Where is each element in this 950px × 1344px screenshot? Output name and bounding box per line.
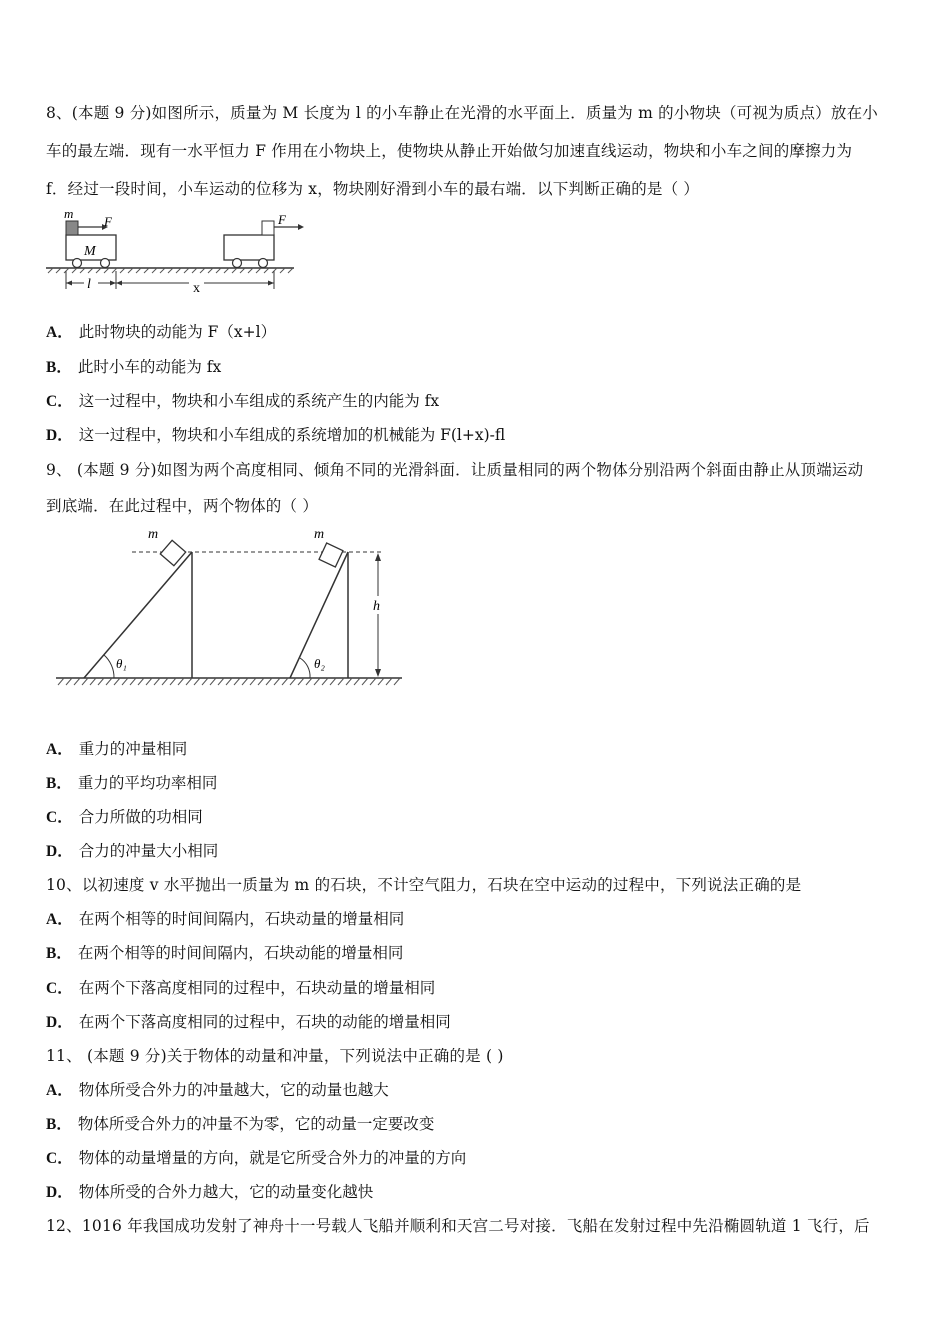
q9-option-b: B． 重力的平均功率相同: [46, 774, 218, 792]
label-m: m: [64, 206, 74, 221]
q8-stem-line-3: f．经过一段时间，小车运动的位移为 x，物块刚好滑到小车的最右端．以下判断正确的是（ ）: [46, 180, 700, 198]
q10-option-b: B． 在两个相等的时间间隔内，石块动能的增量相同: [46, 944, 404, 962]
q8-option-c: C． 这一过程中，物块和小车组成的系统产生的内能为 fx: [46, 392, 440, 410]
q9-option-d: D． 合力的冲量大小相同: [46, 842, 219, 860]
label-l: l: [87, 277, 91, 292]
q9-stem-line-1: 9、 (本题 9 分)如图为两个高度相同、倾角不同的光滑斜面．让质量相同的两个物体分别沿两个斜面由静止从顶端运动: [46, 461, 864, 479]
q9-stem-line-2: 到底端．在此过程中，两个物体的（ ）: [46, 497, 319, 515]
q8-cart-figure: [44, 205, 304, 297]
q10-option-d: D． 在两个下落高度相同的过程中，石块的动能的增量相同: [46, 1013, 451, 1031]
q12-stem: 12、1016 年我国成功发射了神舟十一号载人飞船并顺利和天宫二号对接．飞船在发射过程中先沿椭圆轨道 1 飞行，后: [46, 1217, 870, 1235]
incline-1: [84, 552, 192, 678]
q8-option-d: D． 这一过程中，物块和小车组成的系统增加的机械能为 F(l+x)-fl: [46, 426, 506, 444]
label-m2: m: [314, 527, 325, 542]
block-1: [160, 540, 185, 565]
q10-option-a: A． 在两个相等的时间间隔内，石块动量的增量相同: [46, 910, 405, 928]
label-theta1: θ₁: [116, 656, 127, 671]
q8-option-a: A． 此时物块的动能为 F（x+l）: [46, 323, 277, 341]
block-2: [319, 543, 343, 567]
label-h: h: [373, 599, 380, 614]
q11-stem: 11、 (本题 9 分)关于物体的动量和冲量，下列说法中正确的是 ( ): [46, 1047, 504, 1065]
q10-option-c: C． 在两个下落高度相同的过程中，石块动量的增量相同: [46, 979, 436, 997]
label-x: x: [193, 281, 200, 296]
label-F1: F: [104, 214, 112, 229]
q8-stem-line-2: 车的最左端．现有一水平恒力 F 作用在小物块上，使物块从静止开始做匀加速直线运动，物块和小车之间的摩擦力为: [46, 142, 853, 160]
cart-final: [224, 235, 274, 260]
label-m1: m: [148, 527, 159, 542]
q9-option-a: A． 重力的冲量相同: [46, 740, 188, 758]
label-theta2: θ₂: [314, 656, 325, 671]
block-initial: [66, 221, 78, 235]
label-M: M: [84, 244, 96, 259]
label-F2: F: [278, 212, 286, 227]
q10-stem: 10、以初速度 v 水平抛出一质量为 m 的石块，不计空气阻力，石块在空中运动的过程中，下列说法正确的是: [46, 876, 802, 894]
q9-incline-figure: [52, 520, 412, 695]
block-final: [262, 221, 274, 235]
q11-option-d: D． 物体所受的合外力越大，它的动量变化越快: [46, 1183, 374, 1201]
q11-option-b: B． 物体所受合外力的冲量不为零，它的动量一定要改变: [46, 1115, 435, 1133]
q11-option-a: A． 物体所受合外力的冲量越大，它的动量也越大: [46, 1081, 389, 1099]
q11-option-c: C． 物体的动量增量的方向，就是它所受合外力的冲量的方向: [46, 1149, 467, 1167]
q9-option-c: C． 合力所做的功相同: [46, 808, 203, 826]
q8-stem-line-1: 8、(本题 9 分)如图所示，质量为 M 长度为 l 的小车静止在光滑的水平面上．质量为 m 的小物块（可视为质点）放在小: [46, 104, 878, 122]
q8-option-b: B． 此时小车的动能为 fx: [46, 358, 222, 376]
